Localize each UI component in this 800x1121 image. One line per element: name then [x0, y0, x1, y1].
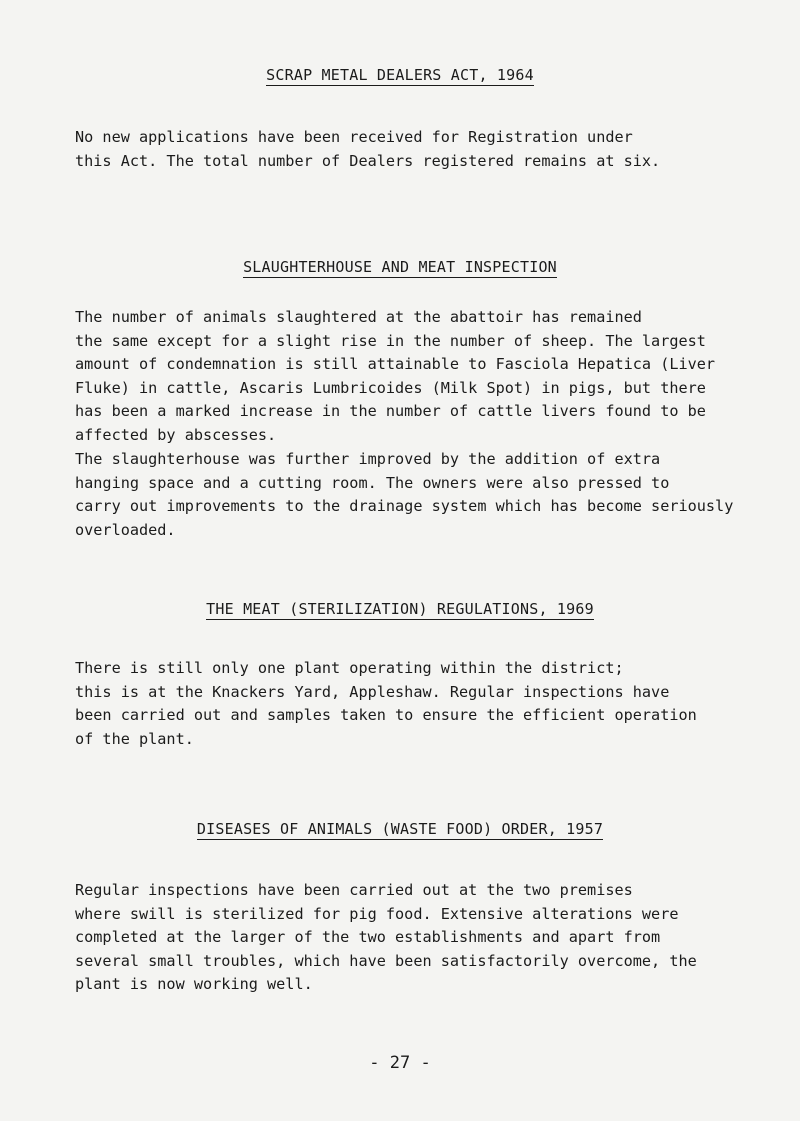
heading-diseases-of-animals: [0, 820, 800, 838]
text-line: amount of condemnation is still attainable to Fasciola Hepatica (Liver: [75, 355, 716, 373]
text-line: plant is now working well.: [75, 975, 313, 993]
text-line: No new applications have been received for Registration under: [75, 128, 633, 146]
paragraph-meat-sterilization: [75, 657, 735, 751]
text-line: The number of animals slaughtered at the abattoir has remained: [75, 308, 642, 326]
heading-slaughterhouse: [0, 258, 800, 276]
text-line: been carried out and samples taken to ensure the efficient operation: [75, 706, 697, 724]
text-line: carry out improvements to the drainage system which has become seriously: [75, 497, 734, 515]
heading-meat-sterilization: [0, 600, 800, 618]
text-line: The slaughterhouse was further improved by the addition of extra: [75, 450, 661, 468]
text-line: hanging space and a cutting room. The owners were also pressed to: [75, 473, 670, 492]
text-line: There is still only one plant operating within the district;: [75, 659, 624, 677]
heading-text: SCRAP METAL DEALERS ACT, 1964: [266, 66, 534, 84]
text-line: completed at the larger of the two establishments and apart from: [75, 928, 661, 946]
text-line: of the plant.: [75, 729, 194, 748]
heading-scrap-metal-dealers-act: [0, 66, 800, 84]
text-line: this Act. The total number of Dealers registered remains at six.: [75, 151, 661, 170]
text-line: has been a marked increase in the number of cattle livers found to be: [75, 402, 706, 420]
text-line: this is at the Knackers Yard, Appleshaw. Regular inspections have: [75, 682, 670, 701]
text-line: Fluke) in cattle, Ascaris Lumbricoides (Milk Spot) in pigs, but there: [75, 378, 706, 397]
heading-text: SLAUGHTERHOUSE AND MEAT INSPECTION: [243, 258, 557, 276]
heading-text: DISEASES OF ANIMALS (WASTE FOOD) ORDER, 1957: [196, 820, 604, 838]
text-line: the same except for a slight rise in the number of sheep. The largest: [75, 331, 706, 350]
text-line: where swill is sterilized for pig food. Extensive alterations were: [75, 904, 679, 923]
text-line: several small troubles, which have been satisfactorily overcome, the: [75, 951, 697, 970]
paragraph-slaughterhouse-2: [75, 448, 735, 542]
paragraph-diseases-of-animals: [75, 879, 735, 997]
page-number: - 27 -: [369, 1053, 431, 1073]
paragraph-scrap-metal: [75, 126, 735, 173]
paragraph-slaughterhouse-1: [75, 306, 735, 447]
text-line: overloaded.: [75, 520, 176, 539]
heading-text: THE MEAT (STERILIZATION) REGULATIONS, 1969: [206, 600, 594, 618]
text-line: affected by abscesses.: [75, 425, 277, 444]
text-line: Regular inspections have been carried out at the two premises: [75, 881, 633, 899]
